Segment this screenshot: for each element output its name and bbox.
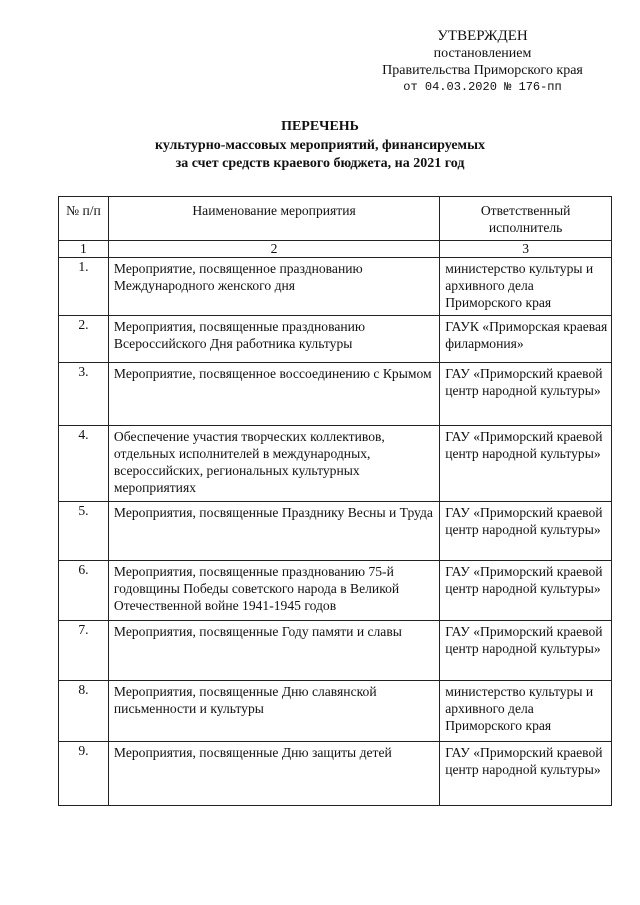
table-row <box>59 363 612 426</box>
header-name: Наименование мероприятия <box>108 197 439 241</box>
row-number: 6. <box>59 561 109 621</box>
responsible-executor: ГАУ «Приморский краевой центр народной культуры» <box>440 621 612 681</box>
table-row <box>59 426 612 502</box>
table-row <box>59 621 612 681</box>
document-subtitle-line-2: за счет средств краевого бюджета, на 2021 год <box>175 156 465 171</box>
header-responsible: Ответственный исполнитель <box>440 197 612 241</box>
event-name: Мероприятия, посвященные празднованию Всероссийского Дня работника культуры <box>108 316 439 363</box>
responsible-executor: ГАУ «Приморский краевой центр народной культуры» <box>440 502 612 561</box>
table-row <box>59 502 612 561</box>
approval-title: УТВЕРЖДЕН <box>437 28 528 44</box>
event-name: Мероприятия, посвященные Празднику Весны и Труда <box>108 502 439 561</box>
event-name: Обеспечение участия творческих коллективов, отдельных исполнителей в международных, всероссийских, региональных культурных мероприятиях <box>108 426 439 502</box>
event-name: Мероприятия, посвященные Дню славянской письменности и культуры <box>108 681 439 742</box>
table-row <box>59 258 612 316</box>
document-title: ПЕРЕЧЕНЬ <box>281 119 359 134</box>
approval-line-2: Правительства Приморского края <box>382 63 583 78</box>
column-number: 1 <box>59 241 109 258</box>
column-number: 2 <box>108 241 439 258</box>
row-number: 9. <box>59 742 109 806</box>
approval-line-1: постановлением <box>433 46 532 61</box>
responsible-executor: ГАУ «Приморский краевой центр народной культуры» <box>440 561 612 621</box>
responsible-executor: ГАУ «Приморский краевой центр народной культуры» <box>440 363 612 426</box>
table-row <box>59 561 612 621</box>
approval-stamp <box>360 28 605 96</box>
row-number: 7. <box>59 621 109 681</box>
row-number: 5. <box>59 502 109 561</box>
row-number: 2. <box>59 316 109 363</box>
document-heading <box>20 118 620 173</box>
responsible-executor: ГАУ «Приморский краевой центр народной культуры» <box>440 426 612 502</box>
event-name: Мероприятие, посвященное празднованию Международного женского дня <box>108 258 439 316</box>
table-row <box>59 681 612 742</box>
event-name: Мероприятия, посвященные Году памяти и славы <box>108 621 439 681</box>
row-number: 8. <box>59 681 109 742</box>
responsible-executor: министерство культуры и архивного дела Приморского края <box>440 681 612 742</box>
approval-date: от 04.03.2020 № 176-пп <box>403 80 562 94</box>
column-number: 3 <box>440 241 612 258</box>
table-row <box>59 742 612 806</box>
table-header-row <box>59 197 612 241</box>
column-number-row <box>59 241 612 258</box>
row-number: 3. <box>59 363 109 426</box>
document-subtitle-line-1: культурно-массовых мероприятий, финансируемых <box>154 138 486 153</box>
responsible-executor: ГАУК «Приморская краевая филармония» <box>440 316 612 363</box>
event-name: Мероприятия, посвященные празднованию 75-й годовщины Победы советского народа в Великой Отечественной войне 1941-1945 годов <box>108 561 439 621</box>
row-number: 4. <box>59 426 109 502</box>
event-name: Мероприятие, посвященное воссоединению с Крымом <box>108 363 439 426</box>
row-number: 1. <box>59 258 109 316</box>
responsible-executor: министерство культуры и архивного дела Приморского края <box>440 258 612 316</box>
events-table <box>58 196 612 806</box>
table-row <box>59 316 612 363</box>
responsible-executor: ГАУ «Приморский краевой центр народной культуры» <box>440 742 612 806</box>
event-name: Мероприятия, посвященные Дню защиты детей <box>108 742 439 806</box>
header-num: № п/п <box>59 197 109 241</box>
